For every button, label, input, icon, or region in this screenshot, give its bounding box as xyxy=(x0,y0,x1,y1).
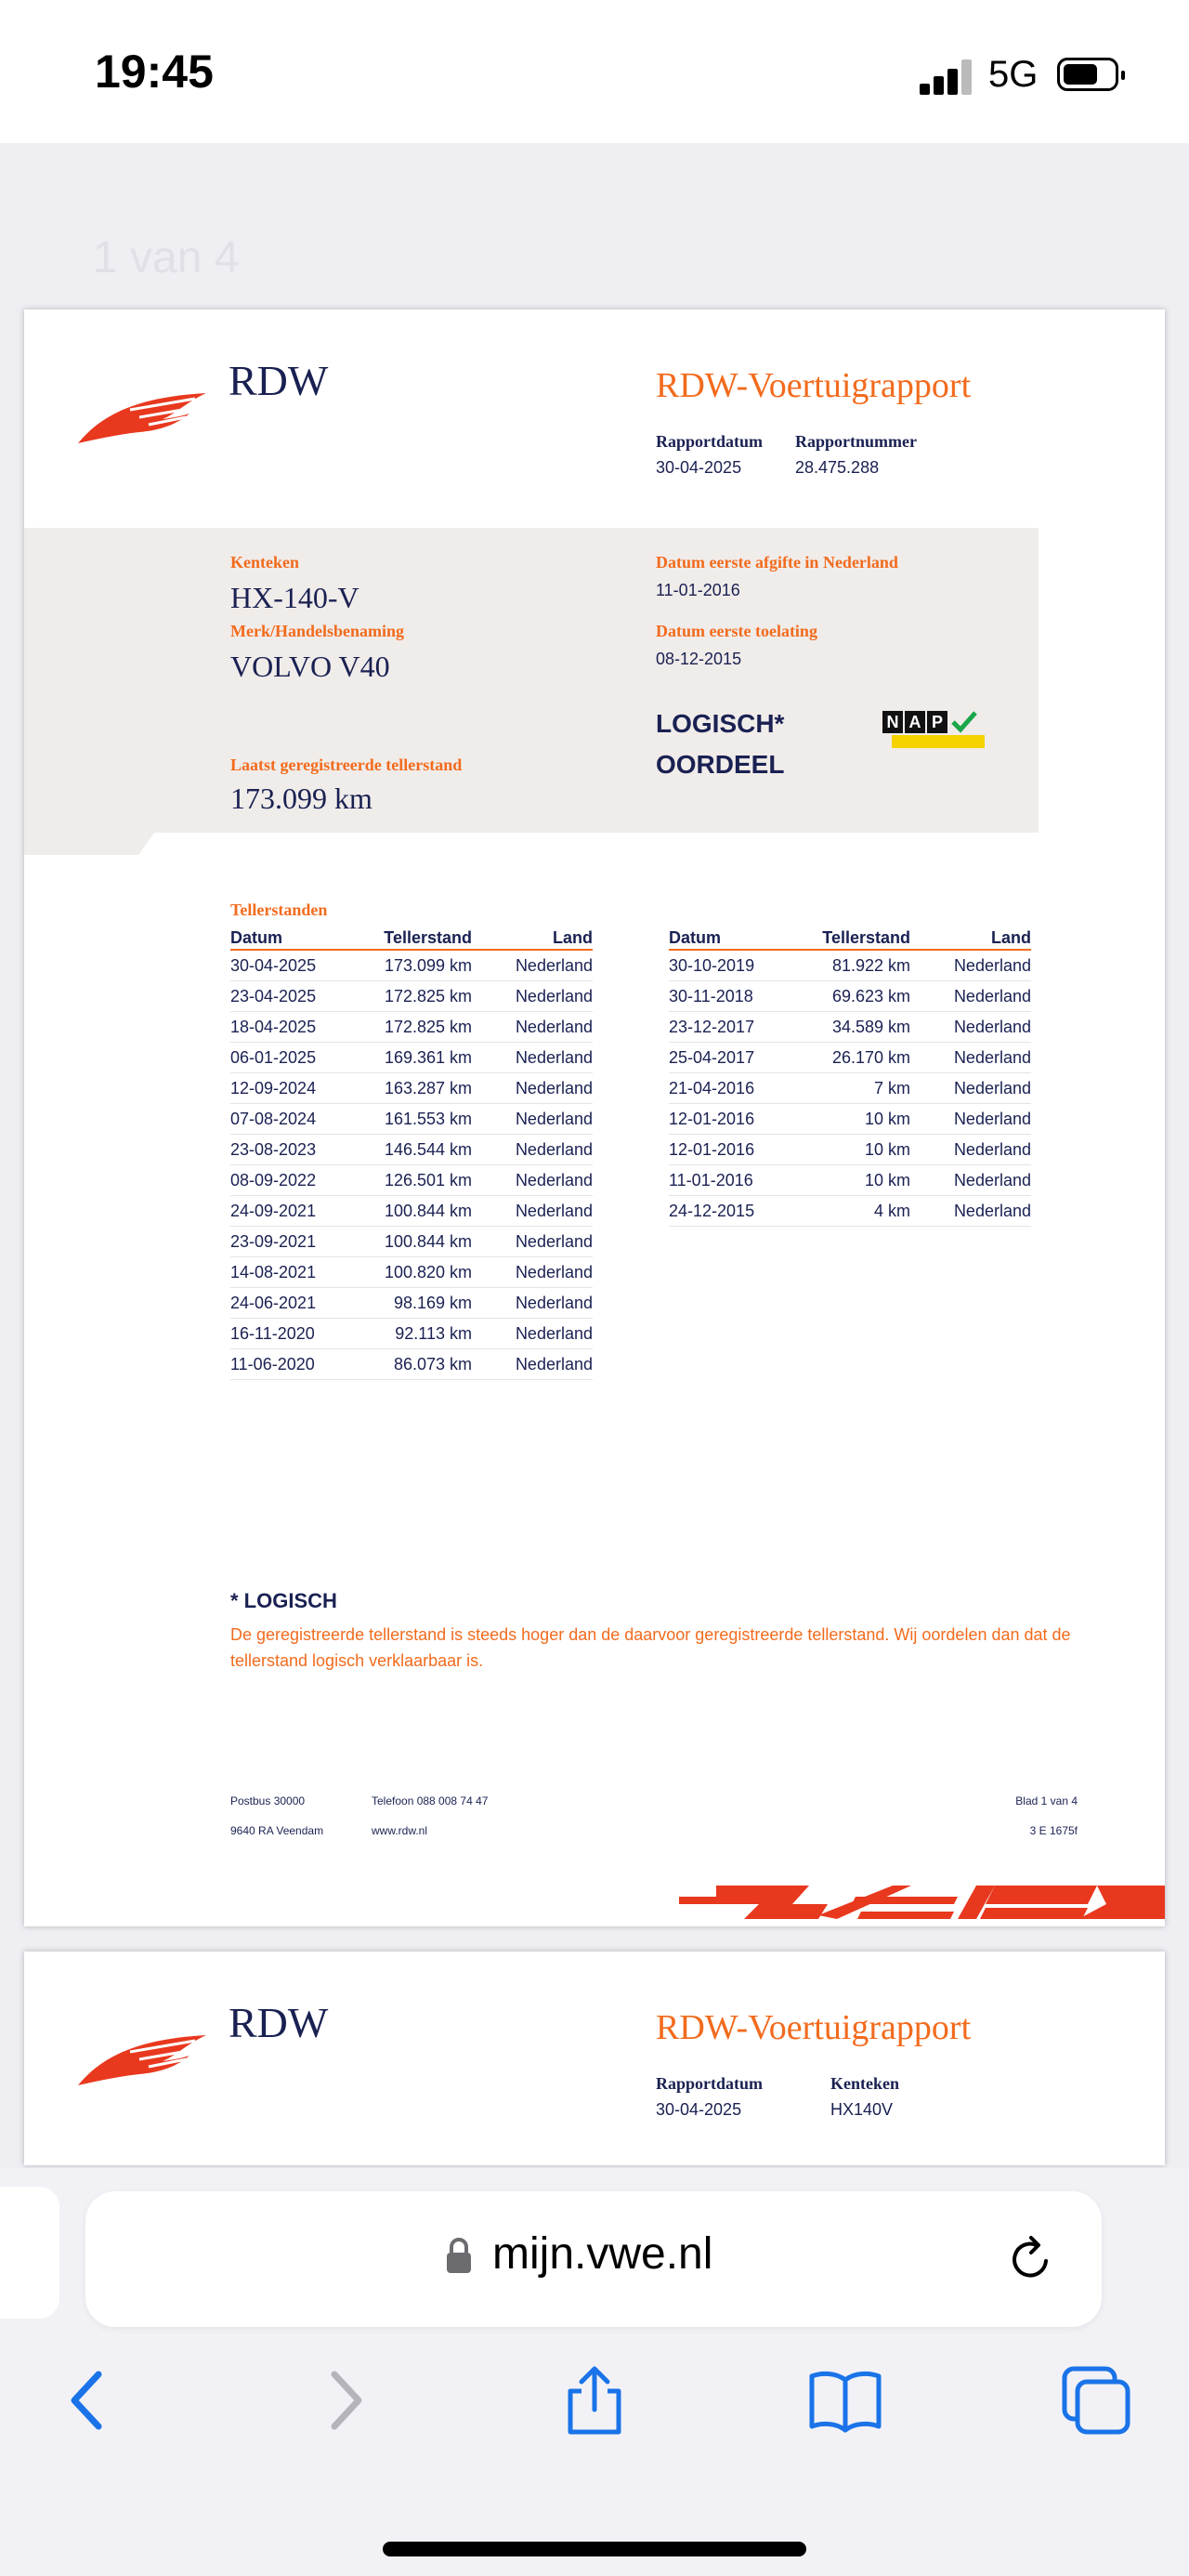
reading-value: 92.113 km xyxy=(342,1319,472,1349)
reading-value: 100.844 km xyxy=(342,1196,472,1227)
reading-row xyxy=(230,1165,593,1196)
nap-logo-letter-n: N xyxy=(886,713,899,731)
reading-date: 30-11-2018 xyxy=(669,981,780,1012)
reading-value: 86.073 km xyxy=(342,1349,472,1380)
footer-postcode: 9640 RA Veendam xyxy=(230,1824,324,1837)
tellerstanden-title: Tellerstanden xyxy=(230,900,328,919)
reading-date: 25-04-2017 xyxy=(669,1043,780,1073)
reading-value: 10 km xyxy=(780,1104,910,1135)
nap-logo-letter-p: P xyxy=(931,713,944,731)
reading-value: 34.589 km xyxy=(780,1012,910,1043)
reading-value: 26.170 km xyxy=(780,1043,910,1073)
reading-row xyxy=(230,981,593,1012)
reading-row xyxy=(230,1288,593,1319)
report-title: RDW-Voertuigrapport xyxy=(656,366,972,405)
readings-table-left xyxy=(230,927,593,1380)
col-land: Land xyxy=(910,927,1031,950)
reading-date: 12-01-2016 xyxy=(669,1135,780,1165)
reading-value: 10 km xyxy=(780,1135,910,1165)
reading-date: 18-04-2025 xyxy=(230,1012,342,1043)
reading-row xyxy=(669,1165,1031,1196)
reading-date: 23-09-2021 xyxy=(230,1227,342,1257)
reading-date: 07-08-2024 xyxy=(230,1104,342,1135)
eerste-afgifte-label: Datum eerste afgifte in Nederland xyxy=(656,553,898,572)
reading-country: Nederland xyxy=(910,1104,1031,1135)
col-datum: Datum xyxy=(230,927,342,950)
rapportdatum-label: Rapportdatum xyxy=(656,2074,764,2093)
back-icon[interactable] xyxy=(52,2363,126,2438)
reading-date: 24-06-2021 xyxy=(230,1288,342,1319)
reading-country: Nederland xyxy=(472,950,593,981)
kenteken-value: HX140V xyxy=(830,2100,894,2119)
reading-country: Nederland xyxy=(472,1165,593,1196)
reading-country: Nederland xyxy=(910,950,1031,981)
status-time: 19:45 xyxy=(95,46,214,98)
col-tellerstand: Tellerstand xyxy=(780,927,910,950)
reading-row xyxy=(230,1135,593,1165)
eerste-toelating-value: 08-12-2015 xyxy=(656,650,742,668)
lock-icon xyxy=(446,2236,472,2275)
reading-row xyxy=(230,1012,593,1043)
tellerstand-value: 173.099 km xyxy=(230,782,372,815)
rdw-logo-icon xyxy=(74,2018,214,2093)
reading-value: 126.501 km xyxy=(342,1165,472,1196)
reading-row xyxy=(669,950,1031,981)
col-datum: Datum xyxy=(669,927,780,950)
reading-country: Nederland xyxy=(472,1349,593,1380)
reading-date: 24-12-2015 xyxy=(669,1196,780,1227)
reading-value: 10 km xyxy=(780,1165,910,1196)
reading-date: 14-08-2021 xyxy=(230,1257,342,1288)
reading-value: 172.825 km xyxy=(342,1012,472,1043)
rapportdatum-value: 30-04-2025 xyxy=(656,2100,742,2119)
reading-country: Nederland xyxy=(472,1012,593,1043)
reading-country: Nederland xyxy=(472,1227,593,1257)
reload-icon[interactable] xyxy=(1005,2233,1057,2285)
signal-icon xyxy=(920,58,975,95)
reading-row xyxy=(669,1196,1031,1227)
bookmarks-icon[interactable] xyxy=(808,2363,882,2438)
network-type: 5G xyxy=(988,54,1039,95)
reading-country: Nederland xyxy=(910,1043,1031,1073)
reading-country: Nederland xyxy=(910,1135,1031,1165)
reading-row xyxy=(669,1104,1031,1135)
reading-row xyxy=(669,1135,1031,1165)
reading-value: 100.820 km xyxy=(342,1257,472,1288)
reading-row xyxy=(230,1073,593,1104)
rdw-logo-icon xyxy=(74,376,214,451)
reading-country: Nederland xyxy=(472,981,593,1012)
reading-value: 98.169 km xyxy=(342,1288,472,1319)
nap-logo-letter-a: A xyxy=(908,713,921,731)
reading-country: Nederland xyxy=(910,981,1031,1012)
reading-row xyxy=(230,1227,593,1257)
reading-row xyxy=(669,1073,1031,1104)
status-bar xyxy=(0,0,1189,143)
page-counter: 1 van 4 xyxy=(93,233,240,283)
forward-icon[interactable] xyxy=(307,2363,381,2438)
reading-date: 30-10-2019 xyxy=(669,950,780,981)
rapportdatum-value: 30-04-2025 xyxy=(656,458,742,477)
reading-date: 12-09-2024 xyxy=(230,1073,342,1104)
footer-postbus: Postbus 30000 xyxy=(230,1794,306,1807)
vehicle-info-box xyxy=(24,528,1039,833)
footnote-text: De geregistreerde tellerstand is steeds hoger dan de daarvoor geregistreerde tellerstand. Wij oordelen dan dat de tellerstand logisch verklaarbaar is. xyxy=(230,1625,1071,1670)
kenteken-label: Kenteken xyxy=(230,553,299,572)
reading-date: 23-08-2023 xyxy=(230,1135,342,1165)
browser-toolbar xyxy=(0,2168,1189,2576)
reading-row xyxy=(669,1012,1031,1043)
reading-value: 173.099 km xyxy=(342,950,472,981)
battery-icon xyxy=(1057,58,1118,91)
rapportdatum-label: Rapportdatum xyxy=(656,432,764,451)
reading-row xyxy=(669,1043,1031,1073)
kenteken-label: Kenteken xyxy=(830,2074,899,2093)
reading-row xyxy=(669,981,1031,1012)
reading-row xyxy=(230,1319,593,1349)
url-text: mijn.vwe.nl xyxy=(492,2229,713,2279)
reading-row xyxy=(230,1104,593,1135)
footer-code: 3 E 1675f xyxy=(1029,1824,1078,1837)
info-box-tail xyxy=(24,833,154,855)
reading-country: Nederland xyxy=(910,1012,1031,1043)
reading-row xyxy=(230,1257,593,1288)
footer-telefoon: Telefoon 088 008 74 47 xyxy=(372,1794,489,1807)
reading-value: 172.825 km xyxy=(342,981,472,1012)
merk-value: VOLVO V40 xyxy=(230,650,390,683)
reading-date: 12-01-2016 xyxy=(669,1104,780,1135)
rdw-brand: RDW xyxy=(229,357,329,404)
oordeel-line-1: LOGISCH* xyxy=(656,709,785,738)
reading-value: 146.544 km xyxy=(342,1135,472,1165)
tellerstand-label: Laatst geregistreerde tellerstand xyxy=(230,756,463,774)
nap-logo-icon xyxy=(882,707,985,752)
reading-country: Nederland xyxy=(910,1165,1031,1196)
reading-value: 100.844 km xyxy=(342,1227,472,1257)
reading-country: Nederland xyxy=(472,1319,593,1349)
kenteken-value: HX-140-V xyxy=(230,581,359,614)
reading-country: Nederland xyxy=(472,1073,593,1104)
reading-date: 06-01-2025 xyxy=(230,1043,342,1073)
footer-website: www.rdw.nl xyxy=(372,1824,428,1837)
reading-country: Nederland xyxy=(472,1288,593,1319)
col-land: Land xyxy=(472,927,593,950)
footer-blad: Blad 1 van 4 xyxy=(1015,1794,1078,1807)
reading-row xyxy=(230,1196,593,1227)
previous-tab-preview[interactable] xyxy=(0,2187,59,2319)
rdw-stripes-decoration xyxy=(679,1882,1165,1926)
reading-value: 7 km xyxy=(780,1073,910,1104)
reading-value: 81.922 km xyxy=(780,950,910,981)
reading-row xyxy=(230,1349,593,1380)
merk-label: Merk/Handelsbenaming xyxy=(230,622,405,640)
col-tellerstand: Tellerstand xyxy=(342,927,472,950)
document-page-1[interactable] xyxy=(24,309,1165,1926)
reading-date: 11-06-2020 xyxy=(230,1349,342,1380)
reading-value: 161.553 km xyxy=(342,1104,472,1135)
reading-country: Nederland xyxy=(472,1043,593,1073)
reading-value: 4 km xyxy=(780,1196,910,1227)
footnote-title: * LOGISCH xyxy=(230,1589,337,1612)
reading-date: 21-04-2016 xyxy=(669,1073,780,1104)
document-page-2[interactable] xyxy=(24,1952,1165,2165)
report-title: RDW-Voertuigrapport xyxy=(656,2008,972,2047)
rdw-brand: RDW xyxy=(229,1999,329,2046)
reading-country: Nederland xyxy=(472,1104,593,1135)
reading-date: 16-11-2020 xyxy=(230,1319,342,1349)
reading-date: 23-04-2025 xyxy=(230,981,342,1012)
reading-date: 30-04-2025 xyxy=(230,950,342,981)
reading-row xyxy=(230,950,593,981)
reading-row xyxy=(230,1043,593,1073)
reading-country: Nederland xyxy=(910,1196,1031,1227)
address-bar[interactable] xyxy=(85,2191,1102,2327)
eerste-afgifte-value: 11-01-2016 xyxy=(656,581,740,599)
reading-country: Nederland xyxy=(472,1135,593,1165)
oordeel-line-2: OORDEEL xyxy=(656,750,785,779)
reading-date: 08-09-2022 xyxy=(230,1165,342,1196)
reading-date: 23-12-2017 xyxy=(669,1012,780,1043)
reading-value: 169.361 km xyxy=(342,1043,472,1073)
eerste-toelating-label: Datum eerste toelating xyxy=(656,622,817,640)
readings-table-right xyxy=(669,927,1031,1227)
reading-value: 163.287 km xyxy=(342,1073,472,1104)
reading-date: 24-09-2021 xyxy=(230,1196,342,1227)
share-icon[interactable] xyxy=(557,2363,632,2438)
home-indicator xyxy=(383,2542,806,2556)
rapportnummer-value: 28.475.288 xyxy=(795,458,880,477)
reading-country: Nederland xyxy=(910,1073,1031,1104)
tabs-icon[interactable] xyxy=(1059,2363,1133,2438)
reading-value: 69.623 km xyxy=(780,981,910,1012)
reading-country: Nederland xyxy=(472,1196,593,1227)
reading-date: 11-01-2016 xyxy=(669,1165,780,1196)
reading-country: Nederland xyxy=(472,1257,593,1288)
rapportnummer-label: Rapportnummer xyxy=(795,432,917,451)
